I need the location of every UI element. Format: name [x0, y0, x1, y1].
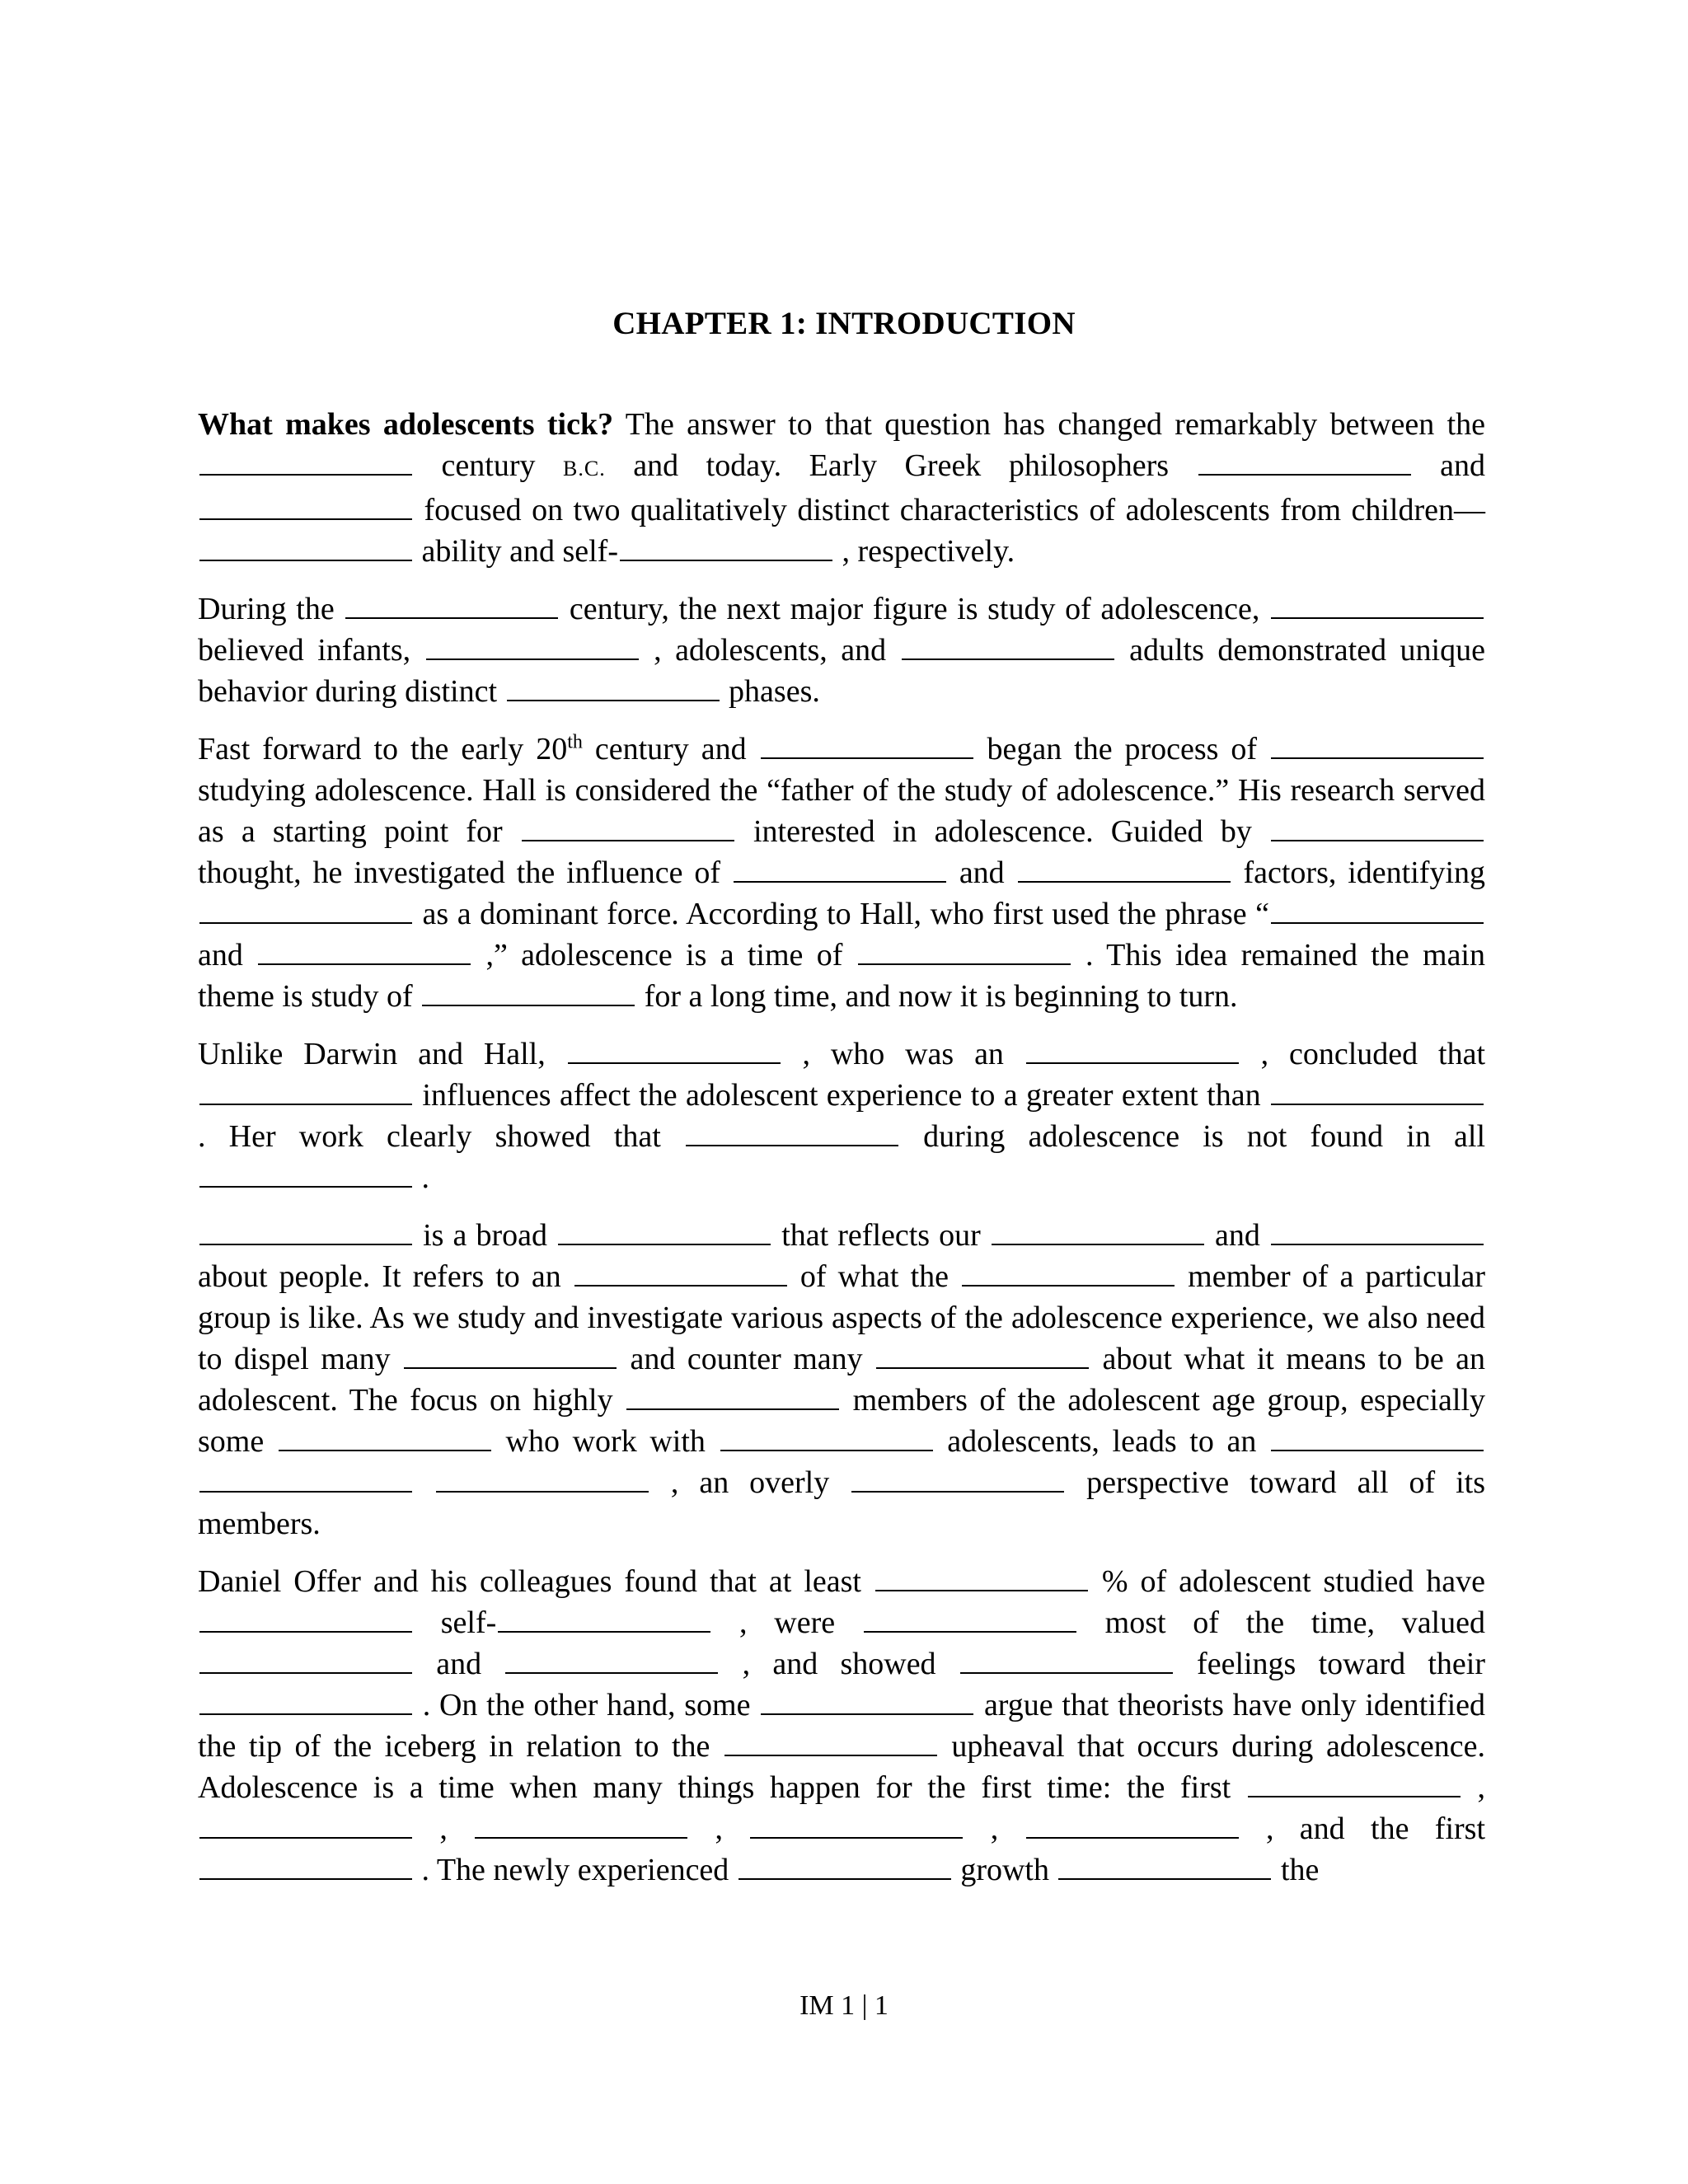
text-run: ability and self-	[414, 534, 618, 569]
paragraph	[198, 1561, 1485, 1891]
text-run: , adolescents, and	[640, 633, 900, 668]
text-run: about what it means to be an adolescent. The focus on highly	[198, 1342, 1485, 1418]
text-run: . On the other hand, some	[414, 1688, 760, 1722]
fill-in-blank[interactable]	[199, 1244, 412, 1245]
fill-in-blank[interactable]	[1271, 840, 1484, 841]
fill-in-blank[interactable]	[422, 1005, 635, 1006]
fill-in-blank[interactable]	[1271, 1104, 1484, 1105]
fill-in-blank[interactable]	[620, 560, 832, 561]
text-run: members of the adolescent age group, especially some	[198, 1383, 1485, 1459]
worksheet-body	[198, 404, 1485, 1907]
fill-in-blank[interactable]	[507, 700, 720, 701]
fill-in-blank[interactable]	[1271, 922, 1484, 924]
text-run: adolescents, leads to an	[934, 1424, 1269, 1459]
fill-in-blank[interactable]	[199, 1878, 412, 1880]
text-run: . This idea remained the main theme is study of	[198, 938, 1485, 1014]
text-run: feelings toward their	[1174, 1647, 1485, 1681]
text-run: and	[1412, 448, 1485, 483]
fill-in-blank[interactable]	[475, 1837, 687, 1839]
fill-in-blank[interactable]	[199, 1491, 412, 1493]
text-run: of what the	[788, 1259, 961, 1294]
fill-in-blank[interactable]	[558, 1244, 771, 1245]
text-run: is a broad	[414, 1218, 557, 1253]
text-run: During the	[198, 592, 345, 626]
text-run: as a dominant force. According to Hall, who first used the phrase “	[414, 897, 1269, 931]
fill-in-blank[interactable]	[962, 1285, 1175, 1286]
fill-in-blank[interactable]	[505, 1672, 718, 1674]
fill-in-blank[interactable]	[686, 1145, 898, 1146]
text-run: . Her work clearly showed that	[198, 1119, 684, 1154]
fill-in-blank[interactable]	[960, 1672, 1173, 1674]
text-run: focused on two qualitatively distinct characteristics of adolescents from children—	[414, 493, 1485, 527]
fill-in-blank[interactable]	[1198, 474, 1411, 476]
fill-in-blank[interactable]	[1248, 1796, 1461, 1797]
fill-in-blank[interactable]	[761, 1713, 973, 1715]
text-run: began the process of	[974, 732, 1269, 766]
text-run: The answer to that question has changed remarkably between the	[613, 407, 1485, 442]
fill-in-blank[interactable]	[1271, 1244, 1484, 1245]
paragraph	[198, 1033, 1485, 1198]
text-run: , were	[712, 1605, 862, 1640]
fill-in-blank[interactable]	[1026, 1062, 1239, 1064]
fill-in-blank[interactable]	[199, 922, 412, 924]
text-run: upheaval that occurs during adolescence. Adolescence is a time when many things happen for the first time: the first	[198, 1729, 1485, 1805]
text-run: .	[414, 1160, 429, 1195]
fill-in-blank[interactable]	[738, 1878, 951, 1880]
text-run: factors, identifying	[1231, 855, 1486, 890]
fill-in-blank[interactable]	[404, 1367, 617, 1369]
fill-in-blank[interactable]	[761, 757, 973, 759]
text-run: and	[1205, 1218, 1269, 1253]
text-run: ,	[414, 1811, 474, 1846]
fill-in-blank[interactable]	[199, 1713, 412, 1715]
fill-in-blank[interactable]	[199, 1837, 412, 1839]
fill-in-blank[interactable]	[574, 1285, 787, 1286]
text-run: most of the time, valued	[1077, 1605, 1485, 1640]
fill-in-blank[interactable]	[199, 1631, 412, 1633]
text-run: who work with	[492, 1424, 719, 1459]
fill-in-blank[interactable]	[1271, 757, 1484, 759]
text-run: , an overly	[649, 1465, 851, 1500]
text-run: % of adolescent studied have	[1089, 1564, 1485, 1599]
paragraph	[198, 588, 1485, 712]
lead-question: What makes adolescents tick?	[198, 407, 614, 442]
text-run: and today. Early Greek philosophers	[605, 448, 1197, 483]
text-run	[414, 1465, 434, 1500]
fill-in-blank[interactable]	[626, 1408, 839, 1410]
text-run: and	[947, 855, 1016, 890]
text-run: growth	[952, 1853, 1057, 1887]
text-run: influences affect the adolescent experience to a greater extent than	[414, 1078, 1269, 1113]
text-run: member of a particular group is like. As we study and investigate various aspects of the adolescence experience, we also need to dispel many	[198, 1259, 1485, 1376]
fill-in-blank[interactable]	[436, 1491, 649, 1493]
text-run: during adolescence is not found in all	[900, 1119, 1485, 1154]
fill-in-blank[interactable]	[1026, 1837, 1239, 1839]
text-run: phases.	[720, 674, 820, 709]
fill-in-blank[interactable]	[1018, 881, 1231, 883]
fill-in-blank[interactable]	[875, 1590, 1088, 1591]
fill-in-blank[interactable]	[199, 1186, 412, 1188]
text-run: interested in adolescence. Guided by	[735, 814, 1269, 849]
fill-in-blank[interactable]	[876, 1367, 1089, 1369]
page-title: CHAPTER 1: INTRODUCTION	[612, 306, 1076, 341]
text-run: ,	[1461, 1770, 1485, 1805]
text-run: and	[198, 938, 257, 972]
fill-in-blank[interactable]	[902, 658, 1114, 660]
text-run: the	[1273, 1853, 1320, 1887]
fill-in-blank[interactable]	[522, 840, 734, 841]
text-run: . The newly experienced	[414, 1853, 737, 1887]
text-run: that reflects our	[772, 1218, 990, 1253]
fill-in-blank[interactable]	[199, 560, 412, 561]
fill-in-blank[interactable]	[426, 658, 639, 660]
text-run: Unlike Darwin and Hall,	[198, 1037, 566, 1071]
fill-in-blank[interactable]	[724, 1755, 937, 1756]
page-footer: IM 1 | 1	[799, 1990, 889, 2021]
text-run: ,	[689, 1811, 749, 1846]
fill-in-blank[interactable]	[992, 1244, 1204, 1245]
text-run: , concluded that	[1240, 1037, 1486, 1071]
fill-in-blank[interactable]	[199, 1672, 412, 1674]
text-run: perspective toward all of its members.	[198, 1465, 1485, 1541]
text-run: studying adolescence. Hall is considered the “father of the study of adolescence.” His research served as a starting point for	[198, 773, 1485, 849]
text-run: Daniel Offer and his colleagues found that at least	[198, 1564, 874, 1599]
fill-in-blank[interactable]	[199, 474, 412, 476]
text-run: ,	[964, 1811, 1025, 1846]
fill-in-blank[interactable]	[279, 1450, 491, 1451]
text-run: self-	[414, 1605, 497, 1640]
fill-in-blank[interactable]	[858, 963, 1071, 965]
superscript: th	[567, 731, 583, 753]
text-run: ,” adolescence is a time of	[472, 938, 856, 972]
fill-in-blank[interactable]	[1271, 1450, 1484, 1451]
paragraph	[198, 404, 1485, 572]
text-run: and	[414, 1647, 504, 1681]
text-run: century and	[582, 732, 759, 766]
paragraph	[198, 1215, 1485, 1544]
text-run: thought, he investigated the influence of	[198, 855, 732, 890]
fill-in-blank[interactable]	[750, 1837, 963, 1839]
fill-in-blank[interactable]	[568, 1062, 781, 1064]
fill-in-blank[interactable]	[199, 1104, 412, 1105]
text-run: century	[414, 448, 564, 483]
fill-in-blank[interactable]	[1058, 1878, 1271, 1880]
text-run: adults demonstrated unique behavior during distinct	[198, 633, 1485, 709]
fill-in-blank[interactable]	[864, 1631, 1076, 1633]
fill-in-blank[interactable]	[1271, 617, 1484, 619]
fill-in-blank[interactable]	[199, 518, 412, 520]
text-run: , and showed	[720, 1647, 959, 1681]
fill-in-blank[interactable]	[734, 881, 946, 883]
small-caps-text: B.C.	[563, 457, 606, 480]
text-run: Fast forward to the early 20	[198, 732, 568, 766]
text-run: and counter many	[618, 1342, 875, 1376]
text-run: argue that theorists have only identified the tip of the iceberg in relation to the	[198, 1688, 1485, 1764]
text-run: about people. It refers to an	[198, 1259, 573, 1294]
text-run: , who was an	[781, 1037, 1025, 1071]
paragraph	[198, 729, 1485, 1017]
text-run: , and the first	[1240, 1811, 1486, 1846]
text-run: , respectively.	[833, 534, 1015, 569]
text-run: for a long time, and now it is beginning to turn.	[636, 979, 1238, 1014]
text-run: believed infants,	[198, 633, 424, 668]
fill-in-blank[interactable]	[345, 617, 558, 619]
fill-in-blank[interactable]	[851, 1491, 1064, 1493]
text-run: century, the next major figure is study of adolescence,	[560, 592, 1270, 626]
fill-in-blank[interactable]	[720, 1450, 933, 1451]
fill-in-blank[interactable]	[258, 963, 471, 965]
fill-in-blank[interactable]	[498, 1631, 710, 1633]
